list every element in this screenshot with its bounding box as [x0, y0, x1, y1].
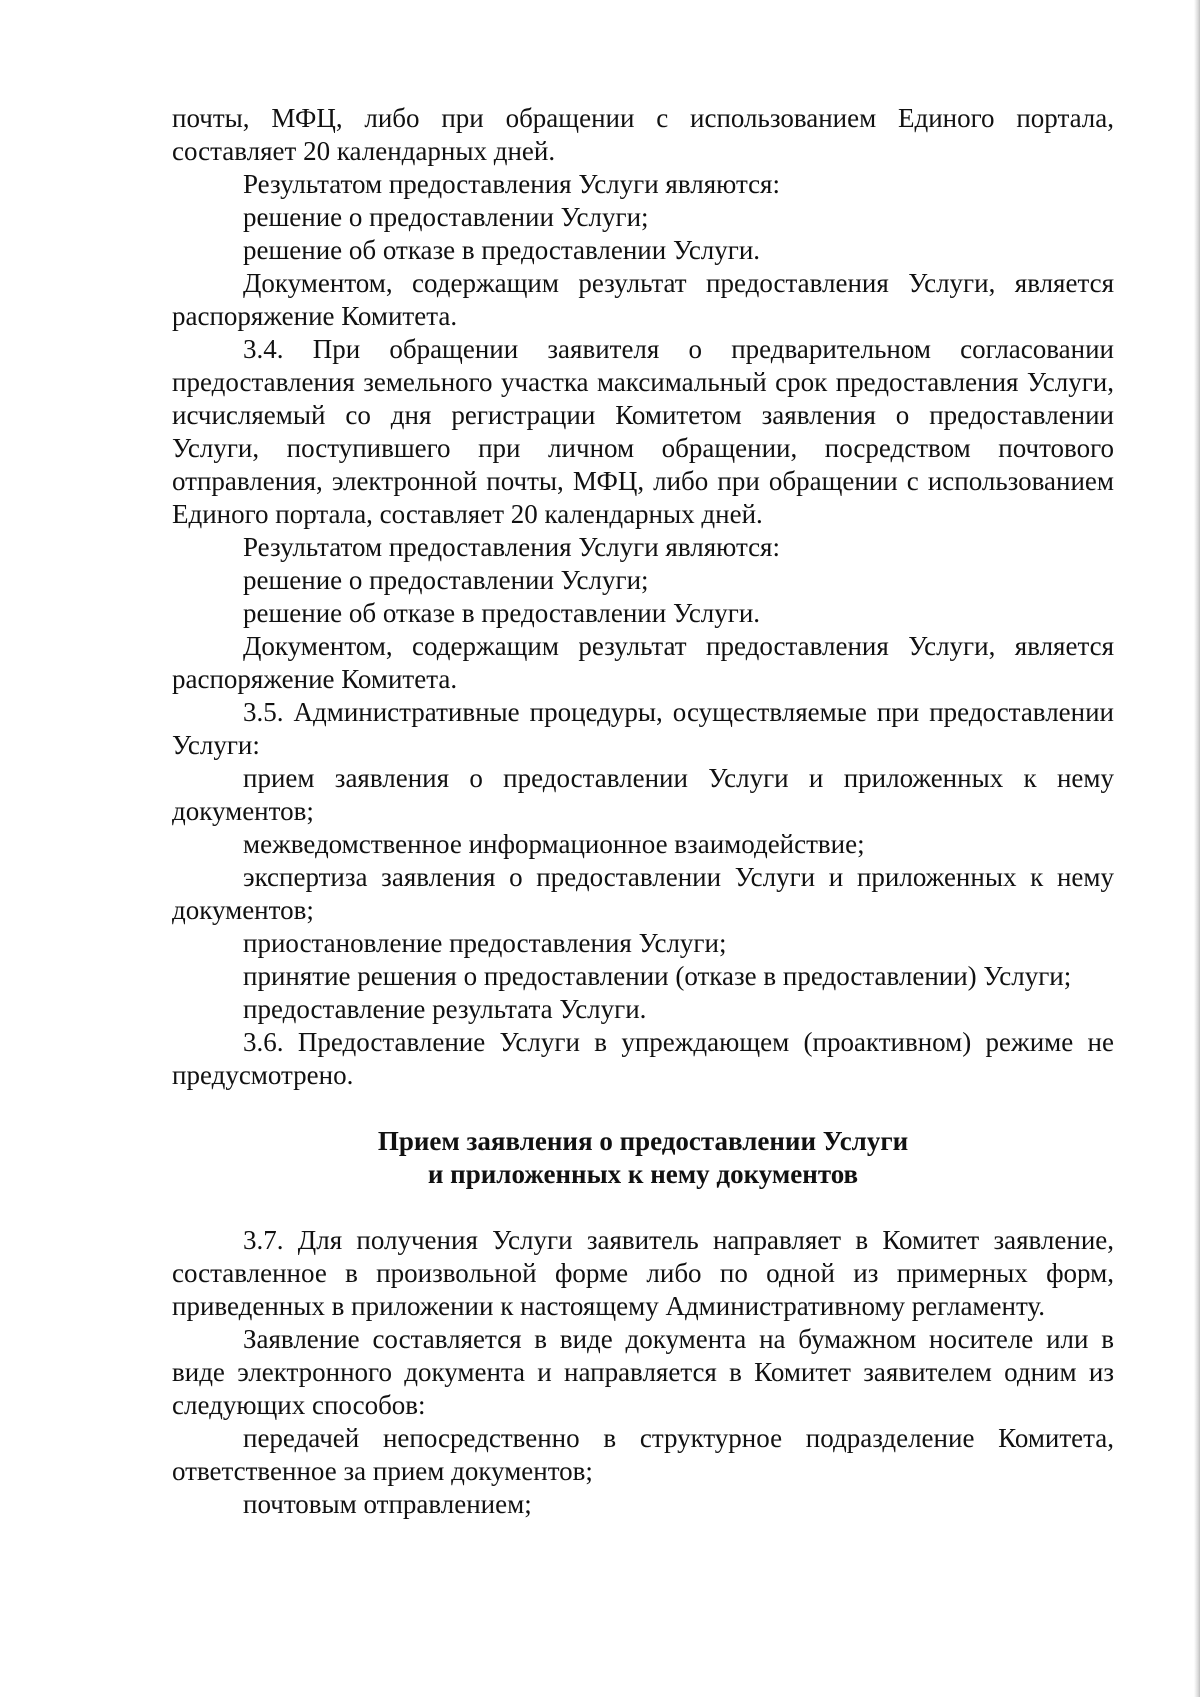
paragraph-result-intro-2: Результатом предоставления Услуги являются:	[243, 532, 780, 562]
procedure-item-suspension: приостановление предоставления Услуги;	[243, 928, 727, 958]
procedure-item-interagency: межведомственное информационное взаимодействие;	[243, 829, 865, 859]
paragraph-3-4: 3.4. При обращении заявителя о предварительном согласовании предоставления земельного участка максимальный срок предоставления Услуги, исчисляемый со дня регистрации Комитетом заявления о предоставлении Услуги, поступившего при личном обращении, посредством почтового отправления, электронной почты, МФЦ, либо при обращении с использованием Единого портала, составляет 20 календарных дней.	[172, 334, 1114, 529]
procedure-item-expertise: экспертиза заявления о предоставлении Услуги и приложенных к нему документов;	[172, 862, 1114, 925]
paragraph-result-refusal: решение об отказе в предоставлении Услуги.	[243, 235, 761, 265]
paragraph-3-7: 3.7. Для получения Услуги заявитель направляет в Комитет заявление, составленное в произвольной форме либо по одной из примерных форм, приведенных в приложении к настоящему Административному регламенту.	[172, 1225, 1114, 1321]
paragraph-result-refusal-2: решение об отказе в предоставлении Услуги.	[243, 598, 761, 628]
paragraph-result-grant: решение о предоставлении Услуги;	[243, 202, 649, 232]
method-item-post: почтовым отправлением;	[243, 1489, 532, 1519]
page-edge-shadow	[1194, 0, 1200, 1697]
paragraph-result-intro: Результатом предоставления Услуги являются:	[243, 169, 780, 199]
section-heading-line-1: Прием заявления о предоставлении Услуги	[377, 1126, 909, 1156]
procedure-item-reception: прием заявления о предоставлении Услуги и приложенных к нему документов;	[172, 763, 1114, 826]
paragraph-3-6: 3.6. Предоставление Услуги в упреждающем (проактивном) режиме не предусмотрено.	[172, 1027, 1114, 1090]
document-body	[172, 102, 1114, 1521]
method-item-direct: передачей непосредственно в структурное подразделение Комитета, ответственное за прием документов;	[172, 1423, 1114, 1486]
paragraph-continuation: почты, МФЦ, либо при обращении с использованием Единого портала, составляет 20 календарных дней.	[172, 103, 1114, 166]
procedure-item-result: предоставление результата Услуги.	[243, 994, 647, 1024]
section-heading	[172, 1125, 1114, 1191]
paragraph-submission-methods: Заявление составляется в виде документа на бумажном носителе или в виде электронного документа и направляется в Комитет заявителем одним из следующих способов:	[172, 1324, 1114, 1420]
paragraph-result-document: Документом, содержащим результат предоставления Услуги, является распоряжение Комитета.	[172, 268, 1114, 331]
paragraph-result-grant-2: решение о предоставлении Услуги;	[243, 565, 649, 595]
section-heading-line-2: и приложенных к нему документов	[427, 1159, 859, 1189]
procedure-item-decision: принятие решения о предоставлении (отказе в предоставлении) Услуги;	[243, 961, 1072, 991]
paragraph-3-5: 3.5. Административные процедуры, осуществляемые при предоставлении Услуги:	[172, 697, 1114, 760]
paragraph-result-document-2: Документом, содержащим результат предоставления Услуги, является распоряжение Комитета.	[172, 631, 1114, 694]
